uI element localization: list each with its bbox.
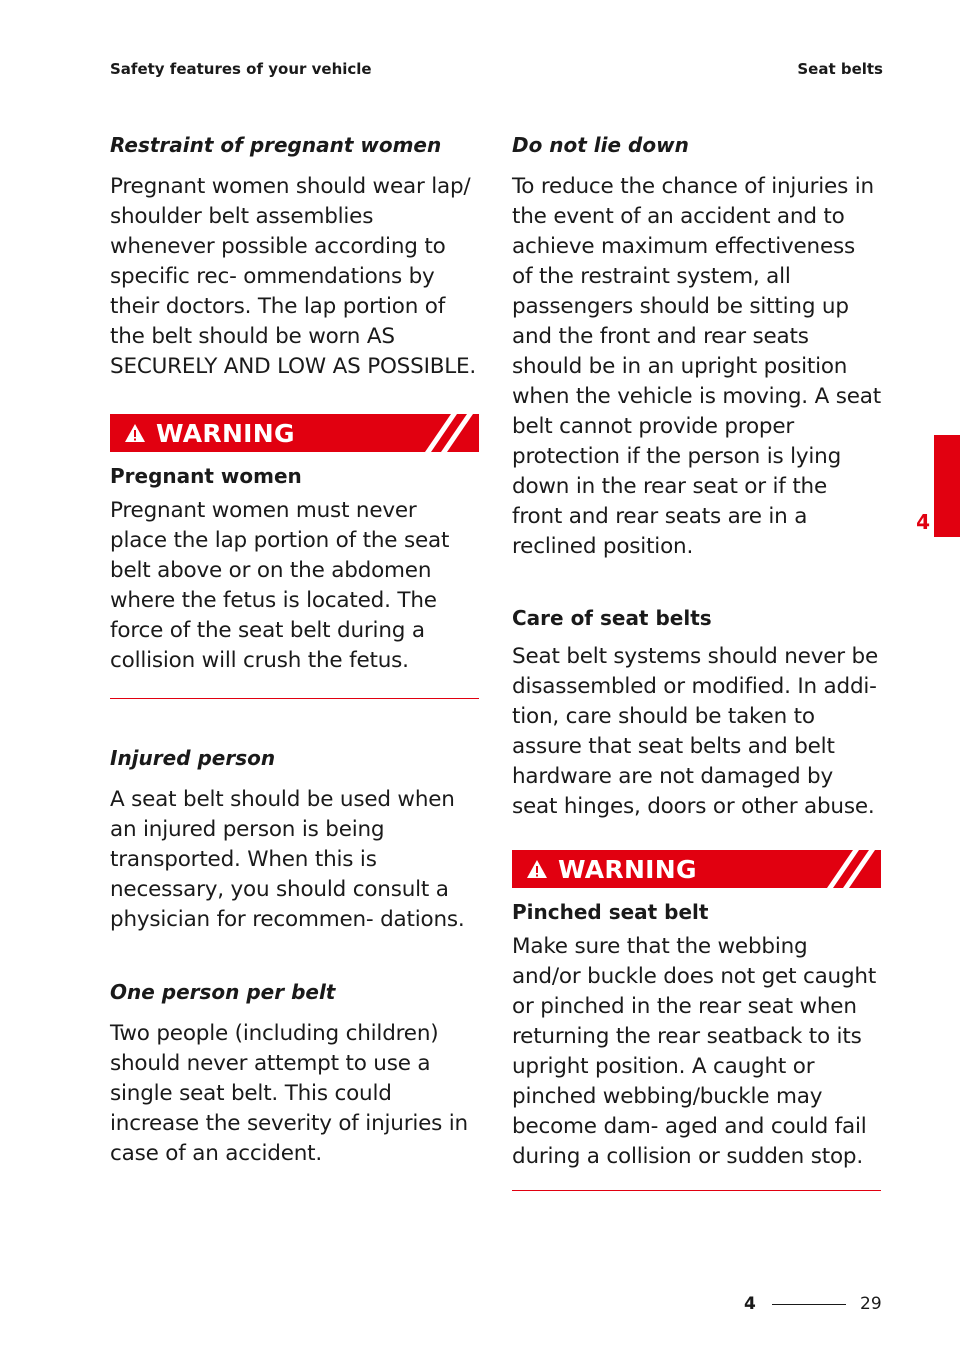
warning-stripes-decoration xyxy=(821,850,881,888)
right-column xyxy=(512,128,881,1191)
heading-one-person-per-belt: One person per belt xyxy=(110,980,336,1004)
left-column xyxy=(110,128,479,1169)
paragraph-pregnant-women: Pregnant women should wear lap/ shoulder belt assemblies whenever possible according to specific rec- ommendations by their doctors. The lap portion of the belt should be worn AS SECURELY AND LOW AS POSSIBLE. xyxy=(110,174,477,379)
footer-page-number: 29 xyxy=(860,1294,882,1314)
heading-pregnant-women: Restraint of pregnant women xyxy=(110,133,442,157)
header-chapter-title: Seat belts xyxy=(797,60,883,78)
paragraph-care-of-seat-belts: Seat belt systems should never be disassembled or modified. In addi- tion, care should be taken to assure that seat belts and belt hardware are not damaged by seat hinges, doors or other abuse. xyxy=(512,644,879,819)
warning-banner xyxy=(110,414,479,452)
footer-divider xyxy=(772,1304,846,1305)
warning-triangle-icon xyxy=(124,423,146,443)
warning-triangle-icon xyxy=(526,859,548,879)
paragraph-one-person-per-belt: Two people (including children) should never attempt to use a single seat belt. This could increase the severity of injuries in case of an accident. xyxy=(110,1021,468,1166)
warning-title: Pregnant women xyxy=(110,464,302,488)
warning-body: Pregnant women must never place the lap portion of the seat belt above or on the abdomen where the fetus is located. The force of the seat belt during a collision will crush the fetus. xyxy=(110,498,450,673)
paragraph-do-not-lie-down: To reduce the chance of injuries in the event of an accident and to achieve maximum effectiveness of the restraint system, all passengers should be sitting up and the front and rear seats should be in an upright position when the vehicle is moving. A seat belt cannot provide proper protection if the person is lying down in the rear seat or if the front and rear seats are in a reclined position. xyxy=(512,174,881,559)
paragraph-injured-person: A seat belt should be used when an injured person is being transported. When this is necessary, you should consult a physician for recommen- dations. xyxy=(110,787,465,932)
warning-end-rule xyxy=(512,1190,881,1191)
warning-label: WARNING xyxy=(156,418,295,448)
warning-title: Pinched seat belt xyxy=(512,900,709,924)
warning-stripes-decoration xyxy=(419,414,479,452)
header-section-title: Safety features of your vehicle xyxy=(110,60,372,78)
chapter-side-tab xyxy=(934,435,960,537)
chapter-side-number: 4 xyxy=(916,510,930,534)
heading-injured-person: Injured person xyxy=(110,746,276,770)
warning-body: Make sure that the webbing and/or buckle does not get caught or pinched in the rear seat when returning the rear seatback to its upright position. A caught or pinched webbing/buckle may become dam- aged and could fail during a collision or sudden stop. xyxy=(512,934,877,1169)
heading-do-not-lie-down: Do not lie down xyxy=(512,133,689,157)
warning-label: WARNING xyxy=(558,854,697,884)
footer-chapter-number: 4 xyxy=(744,1294,756,1314)
heading-care-of-seat-belts: Care of seat belts xyxy=(512,606,712,630)
warning-banner xyxy=(512,850,881,888)
